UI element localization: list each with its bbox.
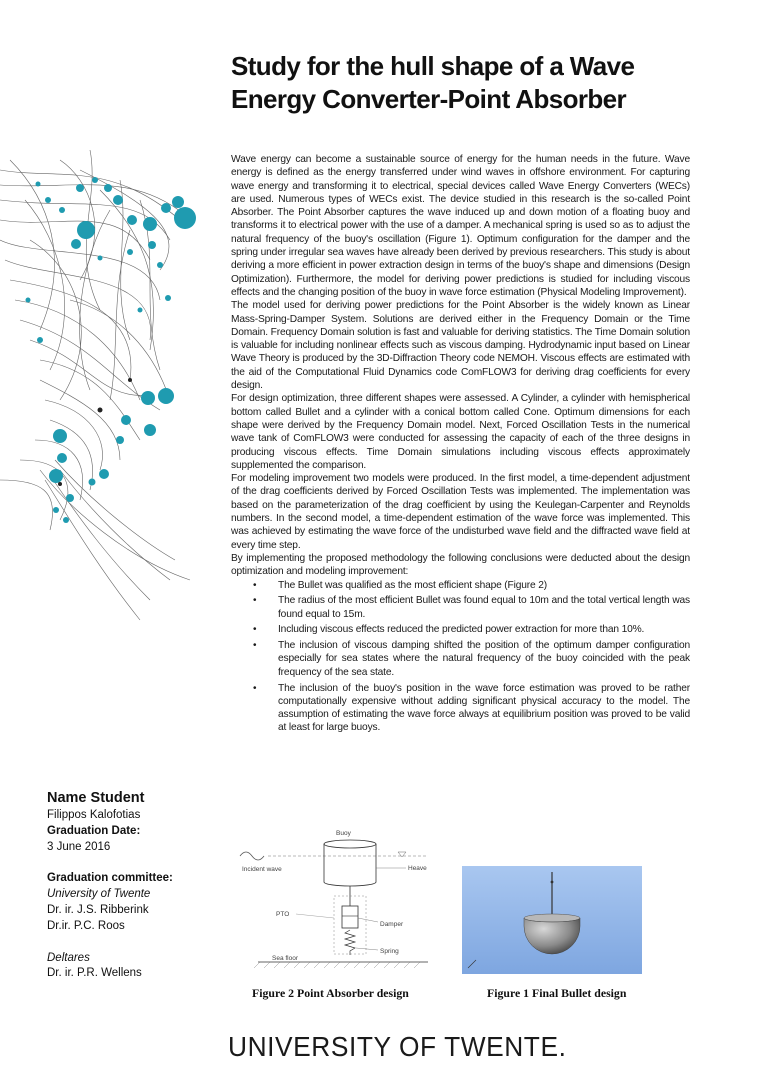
spring-coil (345, 930, 355, 955)
title-line-2: Energy Converter-Point Absorber (231, 84, 627, 114)
wave-line (240, 852, 264, 860)
list-item: • The inclusion of viscous damping shifted the position of the optimum damper configuration especially for sea states where the natural frequency of the buoy coincided with the peak frequency of the sea state. (278, 639, 690, 679)
spring-label: Spring (380, 948, 399, 955)
abstract-paragraph: For design optimization, three different shapes were assessed. A Cylinder, a cylinder with hemispherical bottom called Bullet and a cylinder with a conical bottom called Cone. Optimum dimensions for each shape were derived by the Frequency Domain model. Next, Forced Oscillation Tests in the numerical wave tank of ComFLOW3 were conducted for assessing the capacity of each of the three designs in producing viscous effects. Time Domain simulations including viscous effects approximately supplemented the comparison. (231, 393, 690, 471)
graduation-date: 3 June 2016 (47, 840, 111, 853)
university-logo: UNIVERSITY OF TWENTE. (228, 1031, 567, 1062)
list-item: • The radius of the most efficient Bullet was found equal to 10m and the total vertical length was found equal to 15m. (278, 594, 690, 621)
abstract-body (231, 153, 690, 737)
abstract-paragraph: For modeling improvement two models were produced. In the first model, a time-dependent adjustment of the drag coefficients derived by Forced Oscillation Tests was implemented. The implementation was based on the parameterization of the drag coefficient by using the Keulegan-Carpenter and Reynolds numbers. In the second model, a time-dependent estimation of the wave force was implemented. This was achieved by estimating the wave force of the undisturbed wave field and the diffracted wave field at every time step. (231, 473, 690, 551)
decorative-network-graphic (0, 140, 200, 640)
figure-caption-bullet: Figure 1 Final Bullet design (487, 986, 627, 1000)
incident-wave-label: Incident wave (242, 866, 282, 873)
buoy-cylinder (324, 840, 376, 886)
pto-label: PTO (276, 911, 290, 918)
committee-company: Deltares (47, 951, 90, 964)
student-name: Filippos Kalofotias (47, 809, 141, 821)
sea-floor-label: Sea floor (272, 955, 299, 962)
committee-member: Dr. ir. P.R. Wellens (47, 967, 142, 980)
abstract-paragraph: By implementing the proposed methodology the following conclusions were deducted about the design optimization and modeling improvement: (231, 552, 690, 578)
bullet-design-render (462, 866, 642, 974)
student-info-sidebar (47, 789, 207, 982)
list-item: • Including viscous effects reduced the predicted power extraction for more than 10%. (278, 623, 690, 636)
conclusions-list (231, 579, 690, 735)
abstract-paragraph: Wave energy can become a sustainable source of energy for the human needs in the future. Wave energy is defined as the energy transferred under wind waves in offshore environment. For capturing wave energy and transforming it to electrical, special devices called Wave Energy Converters (WECs) are used. Numerous types of WECs exist. The device studied in this research is the so-called Point Absorber. The Point Absorber captures the wave induced up and down motion of a floating buoy and transforms it to electrical power with the use of a damper. A mechanical spring is used so as to adjust the natural frequency of the buoy's oscillation (Figure 1). Optimum configuration for the damper and the spring under irregular sea waves have already been derived by previous researchers. This study is about deriving a more efficient in power extraction design in terms of the buoy's shape and dimensions (Design Optimization). Furthermore, the model for deriving power predictions is studied for including viscous effects and the changing position of the buoy in wave force estimation (Physical Modeling Improvement). (231, 154, 690, 298)
graduation-date-heading: Graduation Date: (47, 824, 141, 837)
list-item: • The Bullet was qualified as the most efficient shape (Figure 2) (278, 579, 690, 592)
abstract-paragraph: The model used for deriving power predictions for the Point Absorber is the widely known as Linear Mass-Spring-Damper System. Solutions are derived either in the Frequency Domain or the Time Domain. Frequency Domain solution is fast and valuable for deriving statistics. The Time Domain solution is valuable for including nonlinear effects such as viscous damping. Hydrodynamic input based on Linear Wave Theory is produced by the 3D-Diffraction Theory code NEMOH. Viscous effects are estimated with the aid of the Computational Fluid Dynamics code ComFLOW3 for deriving drag coefficients for every design. (231, 300, 690, 392)
heave-label: Heave (408, 865, 427, 872)
committee-member: Dr.ir. P.C. Roos (47, 919, 125, 932)
list-item: • The inclusion of the buoy's position in the wave force estimation was proved to be rather computationally expensive without adding significant physical accuracy to the model. The assumption of estimating the wave force always at equilibrium position was proved to be valid at least for large buoys. (278, 682, 690, 735)
figure-caption-point-absorber: Figure 2 Point Absorber design (252, 986, 409, 1000)
page-title (231, 50, 731, 116)
name-heading: Name Student (47, 790, 145, 806)
damper-label: Damper (380, 921, 404, 928)
point-absorber-diagram (238, 826, 438, 976)
committee-university: University of Twente (47, 888, 151, 901)
title-line-1: Study for the hull shape of a Wave (231, 51, 635, 81)
buoy-label: Buoy (336, 830, 351, 837)
committee-heading: Graduation committee: (47, 872, 173, 885)
committee-member: Dr. ir. J.S. Ribberink (47, 903, 149, 916)
